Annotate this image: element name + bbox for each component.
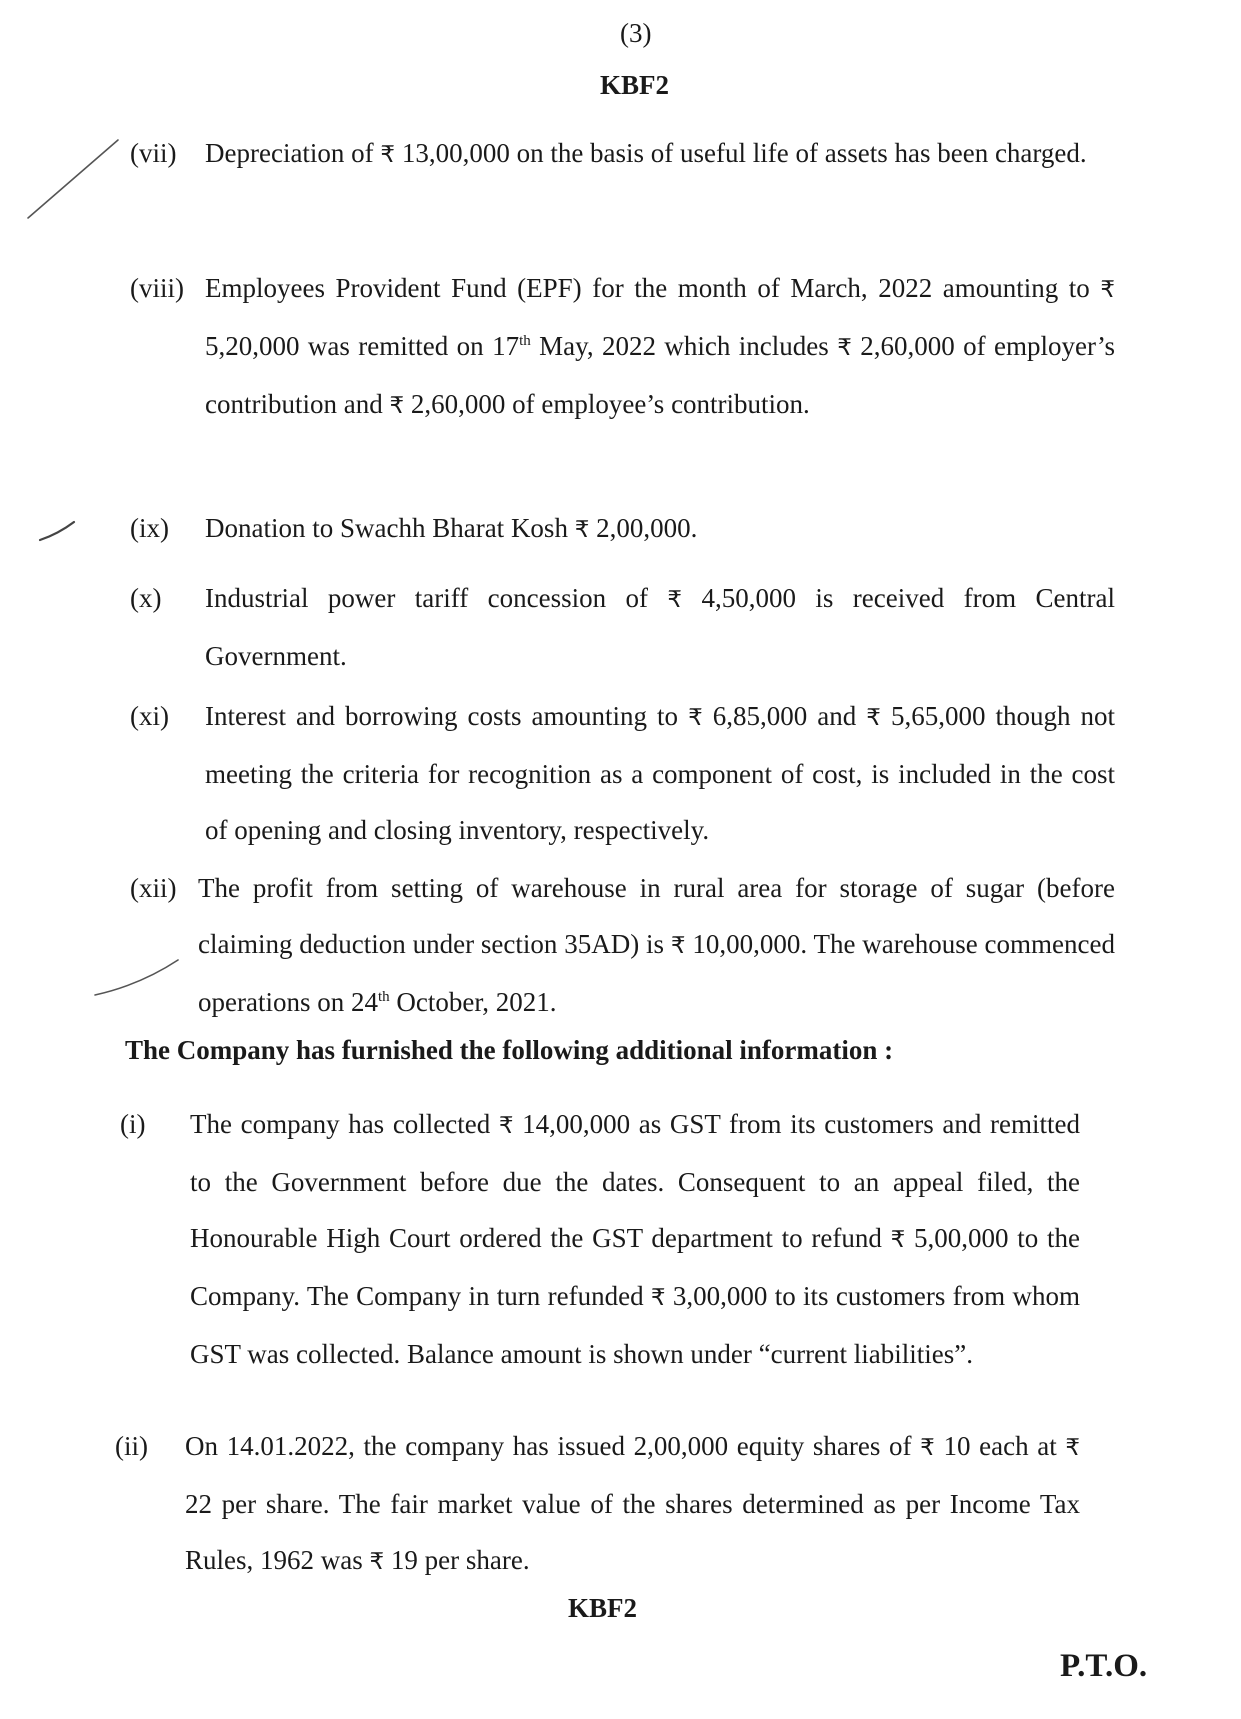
pencil-stroke [95,960,178,995]
pencil-stroke [28,140,118,218]
item-number: (xi) [130,701,169,731]
page-number: (3) [620,18,652,48]
item-number: (viii) [130,273,184,303]
item-text: Employees Provident Fund (EPF) for the month of March, 2022 amounting to ₹ 5,20,000 was remitted on 17th May, 2022 which includes ₹ 2,60,000 of employer’s contribution and ₹ 2,60,000 of employee’s contribution. [205,273,1115,419]
item-number: (ix) [130,513,169,543]
item-text: Industrial power tariff concession of ₹ 4,50,000 is received from Central Government. [205,583,1115,671]
pencil-stroke [40,522,74,540]
item-text: The profit from setting of warehouse in rural area for storage of sugar (before claiming deduction under section 35AD) is ₹ 10,00,000. The warehouse commenced operations on 24th October, 2021. [198,873,1115,1017]
item-text: Depreciation of ₹ 13,00,000 on the basis of useful life of assets has been charged. [205,138,1087,168]
item-number: (ii) [115,1431,148,1461]
additional-info-heading: The Company has furnished the following additional information : [125,1035,894,1065]
item-text: The company has collected ₹ 14,00,000 as GST from its customers and remitted to the Government before due the dates. Consequent to an appeal filed, the Honourable High Court ordered the GST department to refund ₹ 5,00,000 to the Company. The Company in turn refunded ₹ 3,00,000 to its customers from whom GST was collected. Balance amount is shown under “current liabilities”. [190,1109,1080,1369]
item-text: Donation to Swachh Bharat Kosh ₹ 2,00,000. [205,513,698,543]
paper-code-header: KBF2 [600,70,670,100]
item-text: Interest and borrowing costs amounting to ₹ 6,85,000 and ₹ 5,65,000 though not meeting the criteria for recognition as a component of cost, is included in the cost of opening and closing inventory, respectively. [205,701,1115,845]
paper-code-footer: KBF2 [568,1593,638,1623]
item-text: On 14.01.2022, the company has issued 2,00,000 equity shares of ₹ 10 each at ₹ 22 per share. The fair market value of the shares determined as per Income Tax Rules, 1962 was ₹ 19 per share. [185,1431,1080,1575]
item-number: (xii) [130,873,177,903]
item-number: (i) [120,1109,146,1139]
item-number: (vii) [130,138,177,168]
item-number: (x) [130,583,162,613]
pto-label: P.T.O. [1060,1648,1148,1684]
